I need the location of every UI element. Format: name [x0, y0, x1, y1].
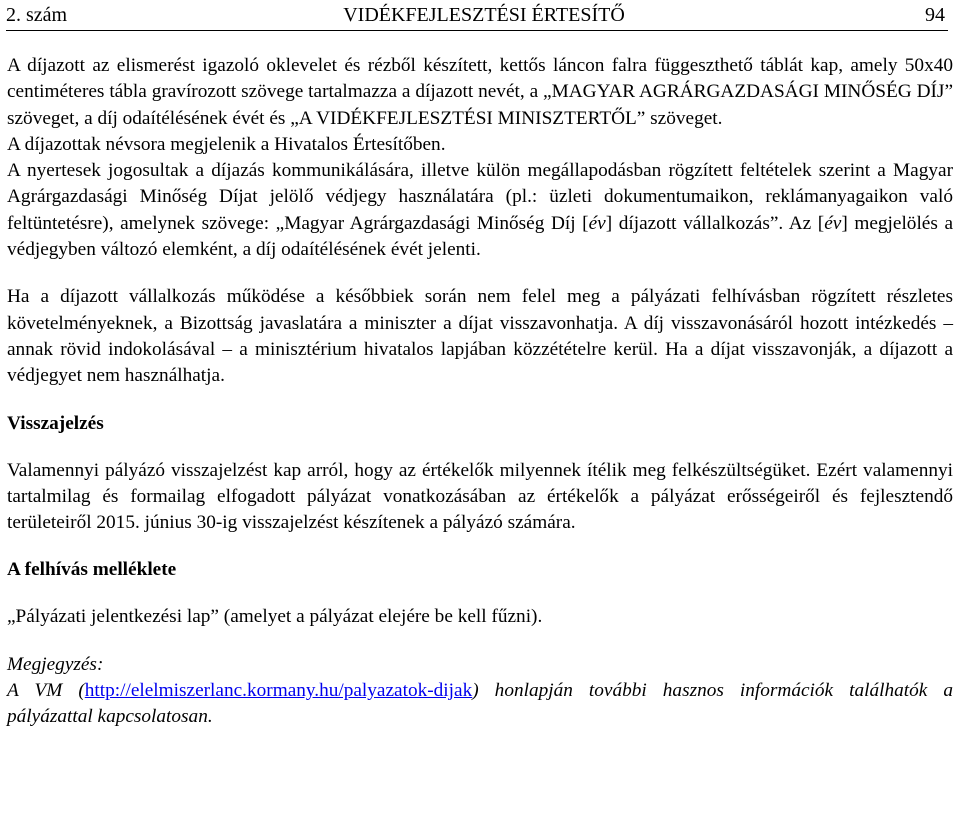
- heading-annex: A felhívás melléklete: [7, 559, 177, 581]
- document-body: [7, 53, 953, 731]
- trademark-text-3: ] megjelölés a védjegyben változó elemként, a díj odaítélésének évét jelenti.: [7, 212, 953, 261]
- year-placeholder: év: [588, 212, 606, 234]
- year-placeholder: év: [824, 212, 842, 234]
- notes-text-pre: A VM (: [7, 680, 85, 702]
- notes-text-post: ) honlapján további hasznos információk találhatók a pályázattal kapcsolatosan.: [7, 680, 953, 728]
- ministry-website-link[interactable]: http://elelmiszerlanc.kormany.hu/palyazatok-dijak: [84, 680, 473, 702]
- paragraph-feedback: Valamennyi pályázó visszajelzést kap arról, hogy az értékelők milyennek ítélik meg felkészültségüket. Ezért valamennyi tartalmilag és formailag elfogadott pályázat vonatkozásában az értékelők a pályázat erősségeiről és fejlesztendő területeiről 2015. június 30-ig visszajelzést készítenek a pályázó számára.: [7, 459, 953, 534]
- paragraph-award-plaque: A díjazott az elismerést igazoló oklevelet és rézből készített, kettős láncon falra függeszthető táblát kap, amely 50x40 centiméteres tábla gravírozott szövege tartalmazza a díjazott nevét, a „MAGYAR AGRÁRGAZDASÁGI MINŐSÉG DÍJ” szöveget, a díj odaítélésének évét és „A VIDÉKFEJLESZTÉSI MINISZTERTŐL” szöveget.: [7, 55, 953, 129]
- issue-number: 2. szám: [6, 4, 68, 26]
- publication-title: VIDÉKFEJLESZTÉSI ÉRTESÍTŐ: [343, 4, 625, 26]
- paragraph-annex: „Pályázati jelentkezési lap” (amelyet a pályázat elejére be kell fűzni).: [7, 606, 543, 628]
- page-header: [6, 4, 948, 31]
- heading-feedback: Visszajelzés: [7, 412, 104, 434]
- paragraph-trademark-usage: [7, 158, 953, 263]
- notes-label: Megjegyzés:: [7, 653, 104, 675]
- trademark-text-1: A nyertesek jogosultak a díjazás kommunikálására, illetve külön megállapodásban rögzített feltételek szerint a Magyar Agrárgazdasági Minőség Díjat jelölő védjegy használatára (pl.: üzleti dokumentumaikon, reklámanyagaikon való feltüntetésre), amelynek szövege: „Magyar Agrárgazdasági Minőség Díj [: [7, 160, 953, 234]
- paragraph-revocation: Ha a díjazott vállalkozás működése a későbbiek során nem felel meg a pályázati felhívásban rögzített részletes követelményeknek, a Bizottság javaslatára a miniszter a díjat visszavonhatja. A díj visszavonásáról hozott intézkedés – annak rövid indokolásával – a minisztérium hivatalos lapjában közzétételre kerül. Ha a díjat visszavonják, a díjazott a védjegyet nem használhatja.: [7, 286, 953, 387]
- paragraph-notes: [7, 678, 953, 731]
- page-number: 94: [925, 4, 945, 26]
- trademark-text-2: ] díjazott vállalkozás”. Az [: [605, 212, 825, 234]
- paragraph-winners-list: A díjazottak névsora megjelenik a Hivatalos Értesítőben.: [7, 133, 446, 155]
